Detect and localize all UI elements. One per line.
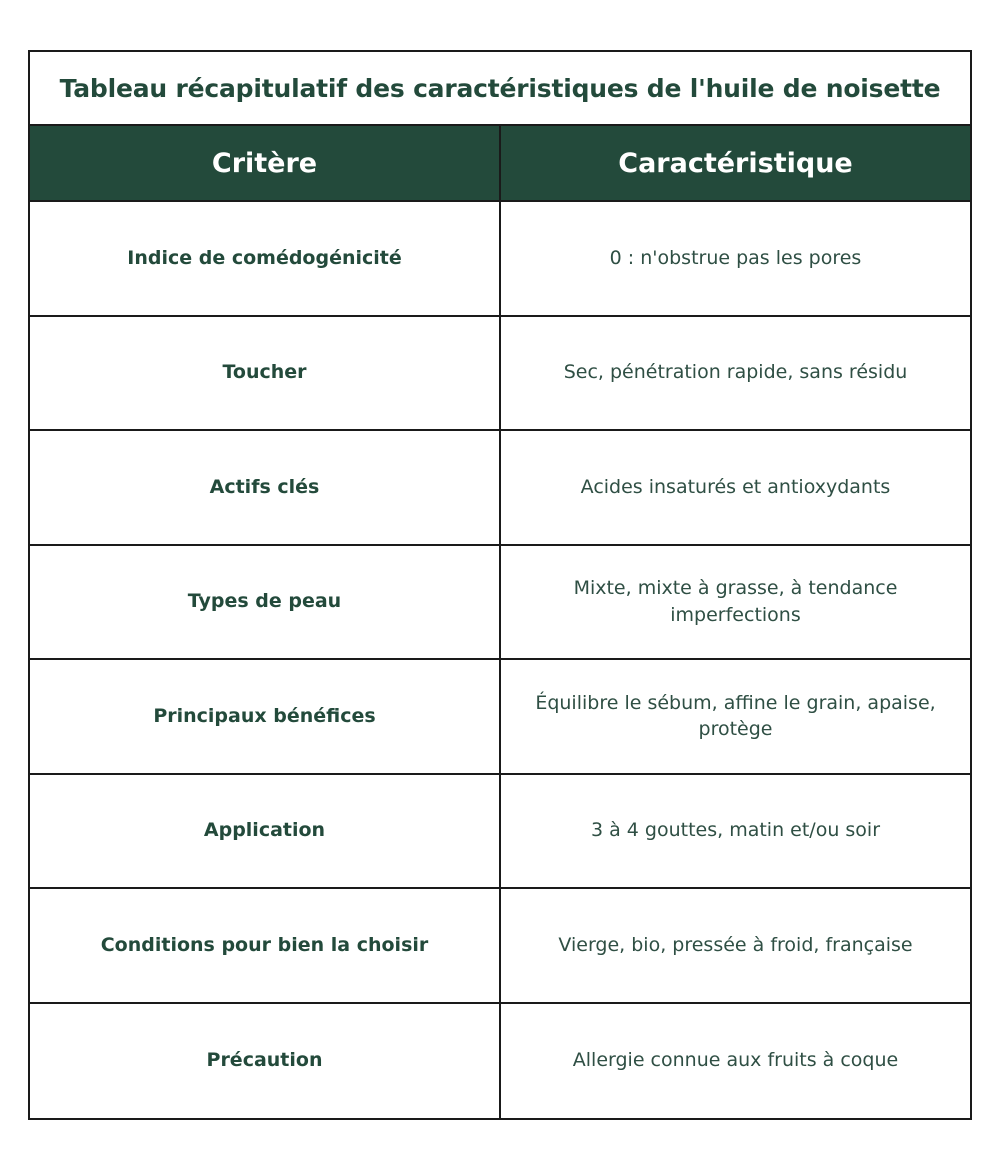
table-row [30, 546, 970, 661]
header-characteristic: Caractéristique [499, 126, 970, 200]
table-row [30, 317, 970, 432]
summary-table [28, 50, 972, 1120]
table-row [30, 775, 970, 890]
criterion-cell: Indice de comédogénicité [127, 246, 402, 269]
criterion-cell: Précaution [206, 1049, 323, 1072]
value-cell: Sec, pénétration rapide, sans résidu [499, 317, 970, 430]
criterion-cell: Principaux bénéfices [153, 704, 376, 727]
header-criterion: Critère [211, 147, 318, 179]
criterion-cell: Types de peau [187, 590, 342, 613]
value-cell: Allergie connue aux fruits à coque [499, 1004, 970, 1118]
criterion-cell: Conditions pour bien la choisir [100, 933, 429, 956]
value-cell: Acides insaturés et antioxydants [499, 431, 970, 544]
criterion-cell: Application [203, 819, 326, 842]
criterion-cell: Actifs clés [209, 475, 320, 498]
table-row [30, 202, 970, 317]
table-header-row [30, 126, 970, 202]
table-row [30, 889, 970, 1004]
table-row [30, 431, 970, 546]
value-cell: 0 : n'obstrue pas les pores [499, 202, 970, 315]
criterion-cell: Toucher [222, 361, 307, 384]
table-row [30, 1004, 970, 1118]
value-cell: Mixte, mixte à grasse, à tendance imperfections [499, 546, 970, 659]
value-cell: Vierge, bio, pressée à froid, française [499, 889, 970, 1002]
value-cell: 3 à 4 gouttes, matin et/ou soir [499, 775, 970, 888]
table-title: Tableau récapitulatif des caractéristiques de l'huile de noisette [30, 52, 970, 126]
value-cell: Équilibre le sébum, affine le grain, apaise, protège [499, 660, 970, 773]
table-row [30, 660, 970, 775]
